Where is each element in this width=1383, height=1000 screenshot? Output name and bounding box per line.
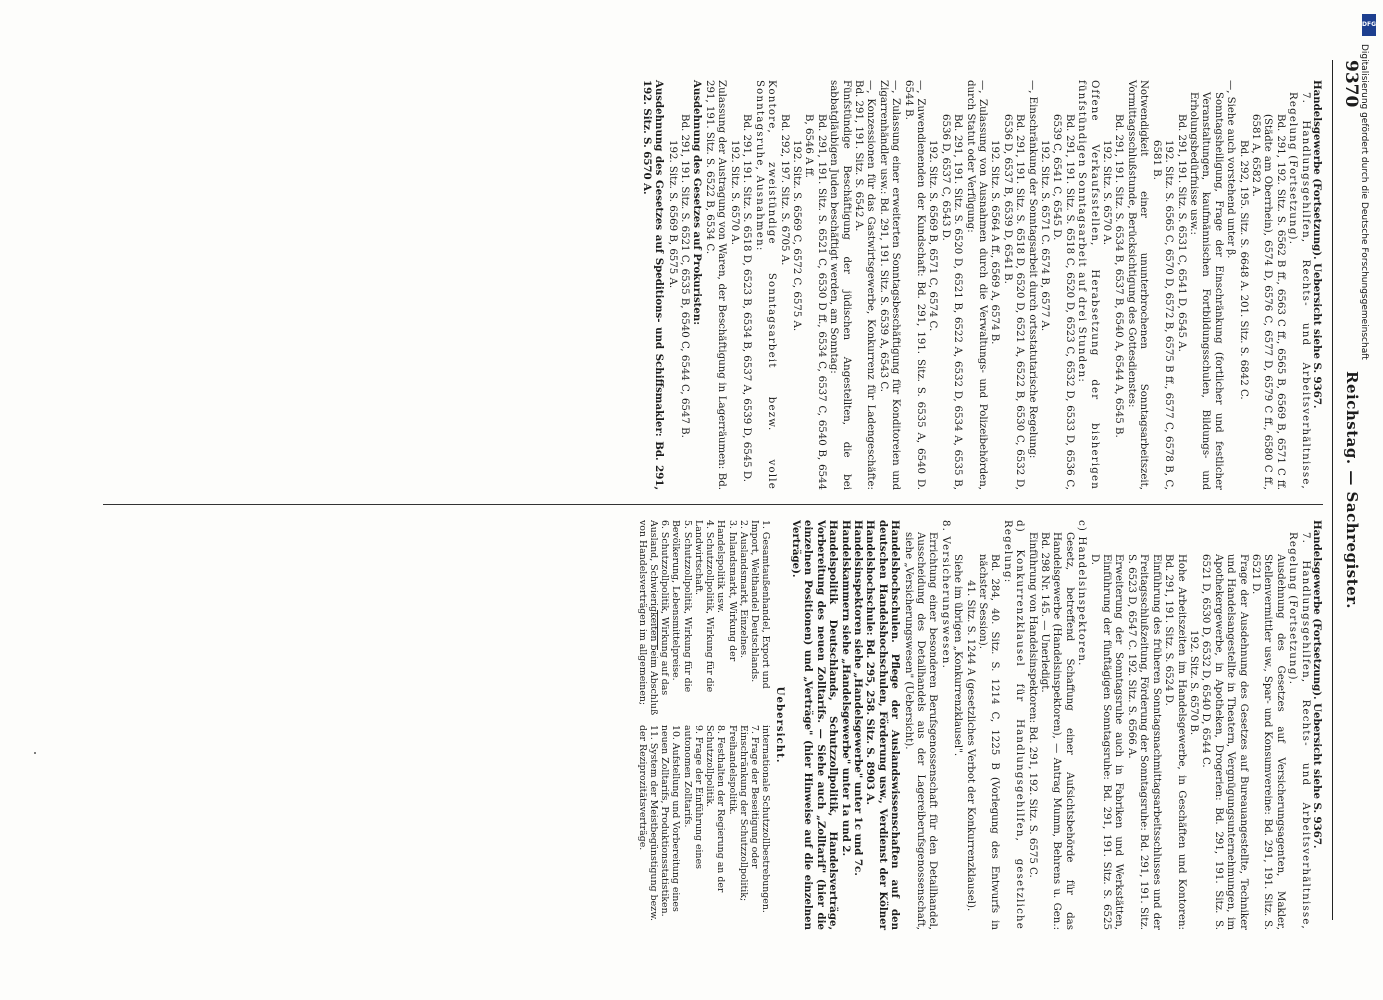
index-entry: 7. Handlungsgehilfen, Rechts- und Arbeitsverhältnisse, Regelung (Fortsetzung). — [1287, 532, 1311, 930]
overview-item: 7. Frage der Beseitigung oder Einschränkung der Schutzzollpolitik; Freihandelspolitik. — [726, 725, 760, 902]
index-entry: Handelsgewerbe (Fortsetzung). Uebersicht siehe S. 9367. — [1311, 520, 1323, 849]
index-entry: Bd. 291, 191. Sitz. S. 6520 D, 6521 B, 6522 A, 6532 D, 6534 A, 6535 B, 6536 D, 6537 C, 6543 D. — [939, 114, 964, 490]
overview-item: 1. Gesamtaußenhandel, Export und Import, Welthandel Deutschlands. — [748, 520, 772, 689]
index-entry: Zulassung der Austragung von Waren, der Beschäftigung in Lagerräumen: Bd. 291, 191. Sitz. S. 6522 B, 6534 C. — [704, 80, 728, 490]
index-entry: 192. Sitz. S. 6564 A ff., 6569 A, 6574 B. — [989, 140, 1001, 345]
index-entry: Offene Verkaufsstellen, Herabsetzung der bisherigen fünfstündigen Sonntagsarbeit auf drei Stunden: — [1076, 80, 1100, 490]
index-entry: 192. Sitz. S. 6565 C, 6570 D, 6572 B, 6575 B ff., 6577 C, 6578 B, C, 6581 B. — [1150, 140, 1175, 490]
index-entry: 41. Sitz. S. 1244 A (gesetzliches Verbot der Konkurrenzklausel). — [964, 580, 976, 912]
index-entry: Bd. 291, 191. Sitz. S. 6531 C, 6541 D, 6545 A. — [1175, 114, 1187, 352]
index-entry: Bd. 291, 191. Sitz. S. 6518 C, 6520 D, 6523 C, 6532 D, 6533 D, 6536 C, 6539 C, 6541 C, 6545 D. — [1051, 114, 1075, 490]
index-entry: Gesetz, betreffend Schaffung einer Aufsichtsbehörde für das Handelsgewerbe (Handelsinspektoren), — Antrag Mumm, Behrens u. Gen.: Bd. 298 Nr. 145. — Unerledigt. — [1039, 532, 1075, 930]
index-entry: Siehe im übrigen „Konkurrenzklausel". — [952, 554, 964, 757]
index-entry: 192. Sitz. S. 6570 B. — [1187, 630, 1199, 736]
index-entry: Fünfstündige Beschäftigung der jüdischen Angestellten, die bei sabbatgläubigen Juden beschäftigt werden, am Sonntag: — [828, 80, 852, 490]
overview-item: internationale Schutzzollbestrebungen. — [760, 725, 772, 913]
index-entry: Bd. 292, 197. Sitz. S. 6705 A. — [778, 114, 790, 266]
index-entry: Kontore, zweistündige Sonntagsarbeit bezw. volle Sonntagsruhe, Ausnahmen: — [753, 80, 778, 490]
index-entry: —, Einschränkung der Sonntagsarbeit durch ortsstatutarische Regelung: — [1026, 80, 1038, 459]
index-entry: —, Zulassung von Ausnahmen durch die Verwaltungs- und Polizeibehörden, durch Statut oder Verfügung: — [964, 80, 989, 490]
index-entry: Einführung von Handelsinspektoren: Bd. 291, 192. Sitz. S. 6575 C. — [1026, 532, 1038, 878]
credit-text: Digitalisierung gefördert durch die Deutsche Forschungsgemeinschaft — [1359, 44, 1369, 360]
columns — [103, 80, 1323, 960]
overview-heading: Uebersicht. — [773, 686, 786, 764]
overview-item: 11. System der Meistbegünstigung bezw. der Reziprozitätsverträge. — [636, 725, 660, 921]
index-entry: Handelspolitik Deutschlands, Schutzzollpolitik, Handelsverträge, Vorbereitung des neuen Zolltarifs. — Siehe auch „Zolltarif" (hier die einzelnen Positionen) und „Verträge" (hier Hinweise auf die einzelnen Verträge). — [789, 520, 840, 930]
index-entry: —, Siehe auch vorstehend unter β. — [1225, 80, 1237, 259]
index-entry: Handelsinspektoren siehe „Handelsgewerbe" unter 1c und 7c. — [851, 520, 864, 876]
index-entry: 8. Versicherungswesen. — [939, 520, 951, 670]
index-entry: 192. Sitz. S. 6570 A. — [728, 140, 740, 245]
index-entry: Einführung des früheren Sonntagsnachmittagsarbeitsschlusses und der Freitagsschlußzeitung, Förderung der Sonntagsruhe: Bd. 291, 191. Sitz. S. 6523 D, 6547 C. 192. Sitz. S. 6566 A. — [1125, 554, 1162, 930]
index-entry: Sonntagsheiligung, Frage der Einschränkung (fortlicher und festlicher Veranstaltungen, kaufmännischen Fortbildungsschulen, Bildungs- und Erholungsbedürfnisse usw.: — [1187, 92, 1224, 490]
index-entry: Ausdehnung des Gesetzes auf Prokuristen: — [690, 80, 703, 326]
index-entry: 192. Sitz. S. 6569 B, 6575 A. — [666, 140, 678, 289]
index-entry: Ausdehnung des Gesetzes auf Speditions- und Schiffsmakler: Bd. 291, 192. Sitz. S. 6570 A. — [641, 80, 666, 490]
index-entry: Bd. 284, 40. Sitz. S. 1214 C, 1225 B (Vorlegung des Entwurfs in nächster Session). — [977, 554, 1001, 930]
index-entry: —, Zulassung einer erweiterten Sonntagsbeschäftigung für Konditoreien und Zigarrenhändler usw.: Bd. 291, 191. Sitz. S. 6539 A, 6543 C. — [877, 80, 902, 490]
right-column-entries — [790, 520, 1323, 930]
index-entry: Handelskammern siehe „Handelsgewerbe" unter 1a und 2. — [839, 520, 852, 857]
index-entry: Erweiterung der Sonntagsruhe auch in Fabriken und Werkstätten, Einführung der fünftägigen Sonntagsruhe: Bd. 291, 191. Sitz. S. 6525 D. — [1088, 554, 1125, 930]
index-entry: Errichtung einer besonderen Berufsgenossenschaft für den Detailhandel, Ausscheidung des Detailhandels aus der Lagereiberufsgenossenschaft, siehe „Versicherungswesen" (Uebersicht). — [902, 532, 939, 930]
overview-left — [637, 520, 771, 720]
index-entry: Bd. 291, 191. Sitz. S. 6534 B, 6537 B, 6540 A, 6544 A, 6545 B. — [1113, 114, 1125, 438]
dfg-logo: DFG — [1362, 14, 1376, 36]
overview-item: 6. Schutzzollpolitik, Wirkung auf das Ausland, Schwierigkeiten beim Abschluß von Handelsverträgen im allgemeinen; — [636, 520, 671, 716]
index-entry: 7. Handlungsgehilfen, Rechts- und Arbeitsverhältnisse, Regelung (Fortsetzung). — [1287, 92, 1311, 490]
overview-item: 4. Schutzzollpolitik, Wirkung für die Landwirtschaft. — [692, 520, 716, 693]
index-entry: Notwendigkeit einer ununterbrochenen Sonntagsarbeitszeit, Vormittagsschlußstunde, Berücksichtigung des Gottesdienstes: — [1125, 80, 1150, 490]
overview-item: 2. Auslandsmarkt, Einzelnes. — [737, 520, 749, 659]
index-entry: 192. Sitz. S. 6570 A. — [1101, 140, 1113, 245]
right-column — [103, 520, 1323, 930]
index-entry: Bd. 291, 191. Sitz. S. 6521 C, 6535 B, 6540 C, 6544 C, 6547 B. — [679, 114, 691, 438]
overview-item: 10. Aufstellung und Vorbereitung eines neuen Zolltarifs, Produktionsstatistiken. — [659, 725, 682, 917]
rotated-page-content — [83, 0, 1383, 1000]
index-entry: Handelshochschulen. Pflege der Auslandswissenschaften auf den deutschen Handelshochschulen, Förderung usw., Verdienst der Kölner Handelshochschule: Bd. 295, 258. Sitz. S. 8903 A. — [864, 520, 902, 930]
index-entry: c) Handelsinspektoren. — [1076, 520, 1088, 667]
index-entry: Bd. 291, 192. Sitz. S. 6562 B ff., 6563 C ff., 6565 B, 6569 B, 6571 C ff. (Städte am Oberrhein), 6574 D, 6576 C, 6577 D, 6579 C ff., 6580 C ff., 6581 A, 6582 A. — [1249, 114, 1286, 490]
column-divider — [103, 504, 1323, 505]
index-entry: Hohe Arbeitszeiten im Handelsgewerbe, in Geschäften und Kontoren: Bd. 291, 191. Sitz. S. 6524 D. — [1163, 554, 1187, 930]
page-title: Reichstag. — Sachregister. — [1343, 371, 1361, 609]
index-entry: 192. Sitz. S. 6569 B, 6571 C, 6574 C. — [927, 140, 939, 332]
overview-item: 8. Festhalten der Regierung an der Schutzzollpolitik. — [704, 725, 727, 893]
overview-item: 9. Frage der Einführung eines autonomen Zolltarifs. — [681, 725, 704, 869]
overview-right — [637, 725, 771, 925]
left-column — [103, 80, 1323, 490]
overview-item: 3. Inlandsmarkt, Wirkung der Handelspolitik usw. — [715, 520, 738, 662]
index-entry: 192. Sitz. S. 6571 C. 6574 B, 6577 A. — [1039, 140, 1051, 332]
index-entry: Bd. 292, 195. Sitz. S. 6648 A. 201. Sitz. S. 6842 C. — [1237, 140, 1249, 400]
index-entry: 192. Sitz. S. 6569 C, 6572 C, 6575 A. — [790, 140, 802, 332]
scan-speck — [34, 752, 36, 754]
index-entry: Frage der Ausdehnung des Gesetzes auf Bureauangestellte, Techniker und Handelsangestellte in Theatern, Vergnügungsunternehmungen, im Apothekergewerbe, in Apotheken, Drogerien: Bd. 291, 191. Sitz. S. 6521 D, 6530 D, 6532 D, 6540 D, 6544 C. — [1200, 554, 1249, 930]
overview-item: 5. Schutzzollpolitik, Wirkung für die Bevölkerung, Lebensmittelpreise. — [670, 520, 693, 693]
index-entry: Ausdehnung des Gesetzes auf Versicherungsagenten, Makler, Stellenvermittler usw., Spar- und Konsumvereine: Bd. 291, 191. Sitz. S. 6521 D. — [1249, 554, 1286, 930]
index-entry: Bd. 291, 191. Sitz. S. 6518 D, 6520 D, 6521 A, 6522 B, 6530 C, 6532 D, 6536 D, 6537 B, 6539 D, 6541 B. — [1001, 114, 1026, 490]
index-entry: Bd. 291, 191. Sitz. S. 6518 D, 6523 B, 6534 B, 6537 A, 6539 D, 6545 D. — [741, 114, 753, 482]
page-number: 9370 — [1341, 60, 1361, 108]
index-entry: d) Konkurrenzklausel für Handlungsgehilfen, gesetzliche Regelung: — [1001, 520, 1026, 930]
index-entry: Handelsgewerbe (Fortsetzung). Uebersicht siehe S. 9367. — [1311, 80, 1323, 409]
overview-list — [636, 520, 772, 930]
page-header — [1332, 60, 1373, 920]
index-entry: —, Zuwendienenden der Kundschaft: Bd. 291, 191. Sitz. S. 6535 A, 6540 D. 6544 B. — [902, 80, 926, 490]
index-entry: —, Konzessionen für das Gastwirtsgewerbe, Konkurrenz für Ladengeschäfte: Bd. 291, 191. Sitz. S. 6542 A. — [852, 80, 877, 490]
index-entry: Bd. 291, 191. Sitz. S. 6521 C, 6530 D ff., 6534 C, 6537 C, 6540 B, 6544 B, 6546 A ff. — [803, 114, 827, 490]
